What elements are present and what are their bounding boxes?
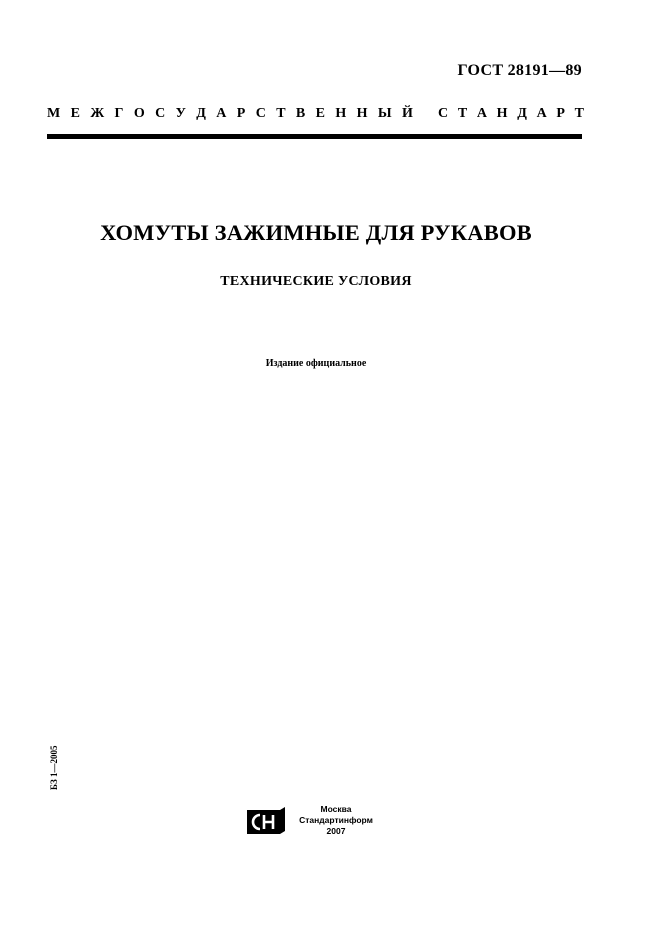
side-code: БЗ 1—2005 <box>49 745 59 790</box>
standard-type-letter: Н <box>496 106 508 121</box>
standard-type-letter: В <box>295 106 306 121</box>
header-divider <box>47 134 582 139</box>
publisher-year: 2007 <box>326 826 346 836</box>
standard-type-letter: С <box>255 106 266 121</box>
standard-type-letter: М <box>47 106 61 121</box>
standard-type-letter: Н <box>335 106 347 121</box>
standard-type-letter: Г <box>114 106 124 121</box>
document-subtitle: ТЕХНИЧЕСКИЕ УСЛОВИЯ <box>220 274 412 289</box>
standard-type-letter: Й <box>402 106 413 121</box>
standard-type-word-interstate <box>47 106 413 122</box>
standard-type-heading <box>47 106 584 122</box>
standard-type-letter: Е <box>315 106 325 121</box>
standard-type-letter: Ж <box>90 106 105 121</box>
standard-type-letter: Н <box>356 106 368 121</box>
publisher-city: Москва <box>320 804 352 814</box>
document-title: ХОМУТЫ ЗАЖИМНЫЕ ДЛЯ РУКАВОВ <box>100 220 532 245</box>
standard-type-letter: Т <box>574 106 584 121</box>
standard-type-letter: У <box>175 106 186 121</box>
standard-type-letter: Д <box>196 106 206 121</box>
standard-type-letter: С <box>155 106 166 121</box>
standard-type-letter: Р <box>556 106 565 121</box>
edition-note: Издание официальное <box>265 358 367 369</box>
standard-type-letter: А <box>536 106 547 121</box>
standard-type-letter: О <box>133 106 145 121</box>
publisher-name: Стандартинформ <box>299 815 373 825</box>
standard-type-letter: А <box>216 106 227 121</box>
standard-type-letter: Т <box>276 106 286 121</box>
standard-type-letter: Д <box>517 106 527 121</box>
standartinform-logo-icon <box>246 806 286 836</box>
standard-type-letter: Т <box>457 106 468 121</box>
standard-type-letter: Ы <box>377 106 392 121</box>
standard-type-letter: С <box>438 106 449 121</box>
standard-type-word-standard <box>438 106 584 122</box>
standard-type-letter: Р <box>236 106 246 121</box>
standard-type-letter: А <box>476 106 487 121</box>
gost-number: ГОСТ 28191—89 <box>457 62 582 79</box>
publisher-block <box>296 804 376 837</box>
standard-type-letter: Е <box>70 106 80 121</box>
